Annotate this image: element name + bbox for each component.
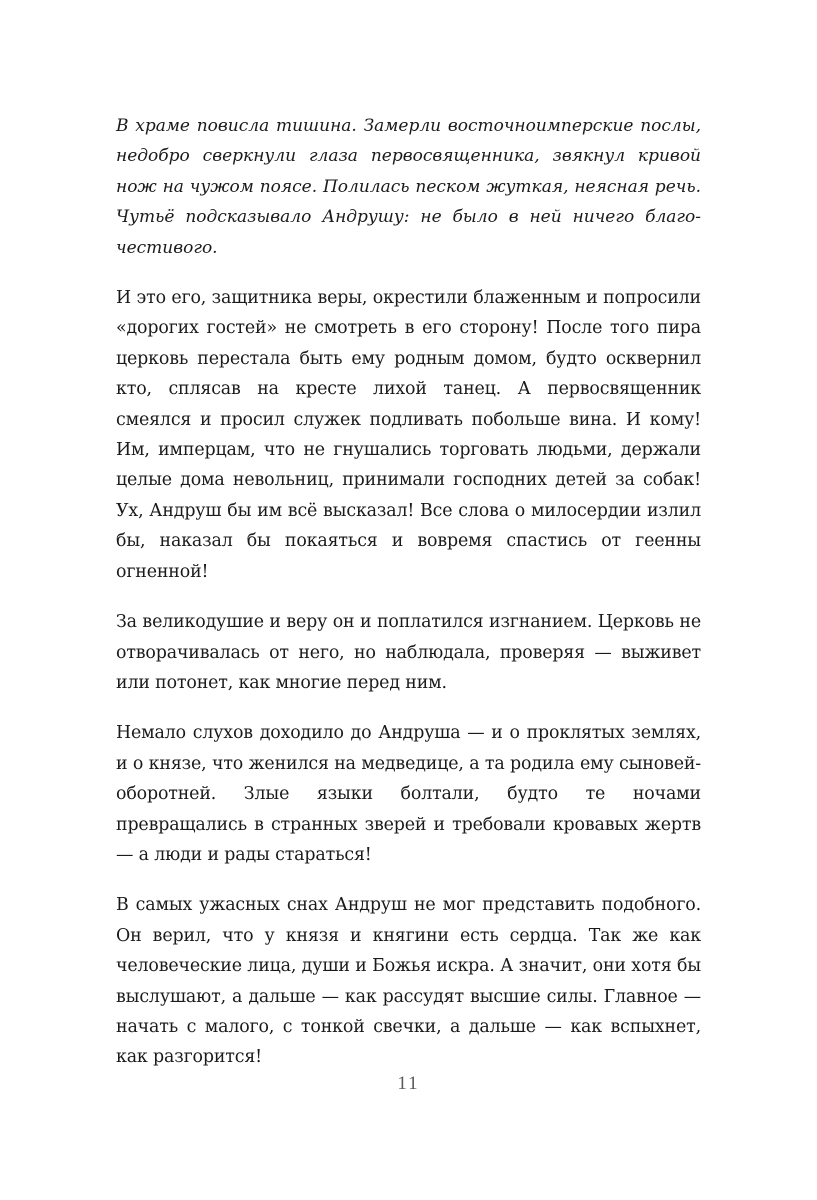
- paragraph: Немало слухов доходило до Андруша — и о проклятых землях, и о князе, что женился на медведице, а та родила ему сыновей-оборотней. Злые языки болтали, будто те ночами превращались в странных зверей и требовали кровавых жертв — а люди и рады стараться!: [116, 723, 701, 865]
- paragraph: За великодушие и веру он и поплатился изгнанием. Церковь не отворачивалась от него, но наблюдала, проверяя — выживет или потонет, как многие перед ним.: [116, 612, 701, 693]
- paragraph: В самых ужасных снах Андруш не мог представить подобного. Он верил, что у князя и княгини есть сердца. Так же как человеческие лица, души и Божья искра. А значит, они хотя бы выслушают, а дальше — как рассудят высшие силы. Главное — начать с малого, с тонкой свечки, а дальше — как вспыхнет, как разгорится!: [116, 895, 701, 1068]
- body-text: [116, 111, 701, 1093]
- page-number: 11: [397, 1073, 420, 1094]
- paragraph: И это его, защитника веры, окрестили блаженным и попросили «дорогих гостей» не смотреть в его сторону! После того пира церковь перестала быть ему родным домом, будто осквернил кто, сплясав на кресте лихой танец. А первосвященник смеялся и просил служек подливать побольше вина. И кому! Им, имперцам, что не гнушались торговать людьми, держали целые дома невольниц, принимали господних детей за собак! Ух, Андруш бы им всё высказал! Все слова о милосердии излил бы, наказал бы покаяться и вовремя спастись от геенны огненной!: [116, 288, 701, 582]
- paragraph-italic-intro: В храме повисла тишина. Замерли восточноимперские послы, недобро сверкнули глаза первосвященника, звякнул кривой нож на чужом поясе. Полилась песком жуткая, неясная речь. Чутьё подсказывало Андрушу: не было в ней ничего благочестивого.: [116, 116, 701, 258]
